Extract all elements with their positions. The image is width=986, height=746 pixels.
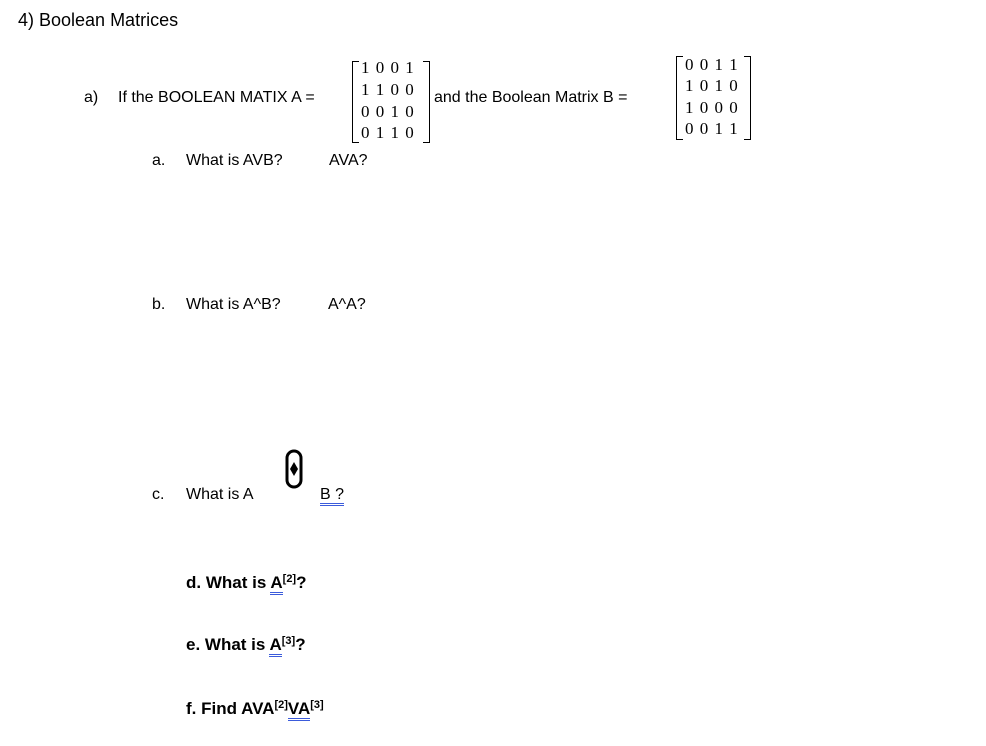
sub-f-question [186, 699, 324, 719]
sub-f-middle: VA [288, 699, 310, 721]
matrix-b-row: 0 0 1 1 [685, 55, 739, 74]
sub-d-suffix: ? [296, 573, 307, 592]
matrix-a-left-bracket [352, 61, 359, 143]
section-heading: 4) Boolean Matrices [18, 10, 179, 30]
sub-b-question: What is A^B? [186, 296, 281, 313]
sub-e-question [186, 635, 306, 655]
sub-d-exponent: [2] [282, 573, 297, 585]
matrix-b-row: 1 0 1 0 [685, 76, 739, 95]
sub-c-question: What is A [186, 486, 254, 503]
sub-c-operand-b: B ? [320, 486, 344, 506]
matrix-b-row: 0 0 1 1 [685, 119, 739, 138]
sub-f-exponent-1: [2] [274, 699, 288, 711]
question-a-text: If the BOOLEAN MATIX A = [118, 89, 315, 106]
sub-b-question-2: A^A? [328, 296, 366, 313]
sub-f-prefix: f. Find AVA [186, 699, 275, 718]
sub-a-letter: a. [152, 152, 166, 169]
matrix-b-row: 1 0 0 0 [685, 98, 739, 117]
matrix-a-row: 1 0 0 1 [361, 58, 415, 77]
sub-e-suffix: ? [295, 635, 306, 654]
matrix-b [676, 56, 751, 140]
question-a-label: a) [84, 89, 99, 106]
sub-e-base: A [269, 635, 281, 657]
sub-d-prefix: d. What is [186, 573, 271, 592]
matrix-a-row: 1 1 0 0 [361, 80, 415, 99]
and-matrix-b-text: and the Boolean Matrix B = [434, 89, 628, 106]
sub-f-exponent-2: [3] [310, 699, 324, 711]
sub-c-letter: c. [152, 486, 165, 503]
matrix-b-left-bracket [676, 56, 683, 140]
matrix-a-row: 0 0 1 0 [361, 102, 415, 121]
sub-c-question-2 [320, 486, 344, 504]
sub-e-exponent: [3] [281, 635, 296, 647]
sub-a-question-2: AVA? [329, 152, 368, 169]
boolean-product-operator-icon [284, 447, 304, 491]
sub-a-question: What is AVB? [186, 152, 283, 169]
sub-d-base: A [270, 573, 282, 595]
sub-e-prefix: e. What is [186, 635, 270, 654]
matrix-b-right-bracket [744, 56, 751, 140]
sub-b-letter: b. [152, 296, 166, 313]
matrix-a-right-bracket [423, 61, 430, 143]
sub-d-question [186, 573, 307, 593]
matrix-a-row: 0 1 1 0 [361, 123, 415, 142]
matrix-a [352, 58, 430, 143]
